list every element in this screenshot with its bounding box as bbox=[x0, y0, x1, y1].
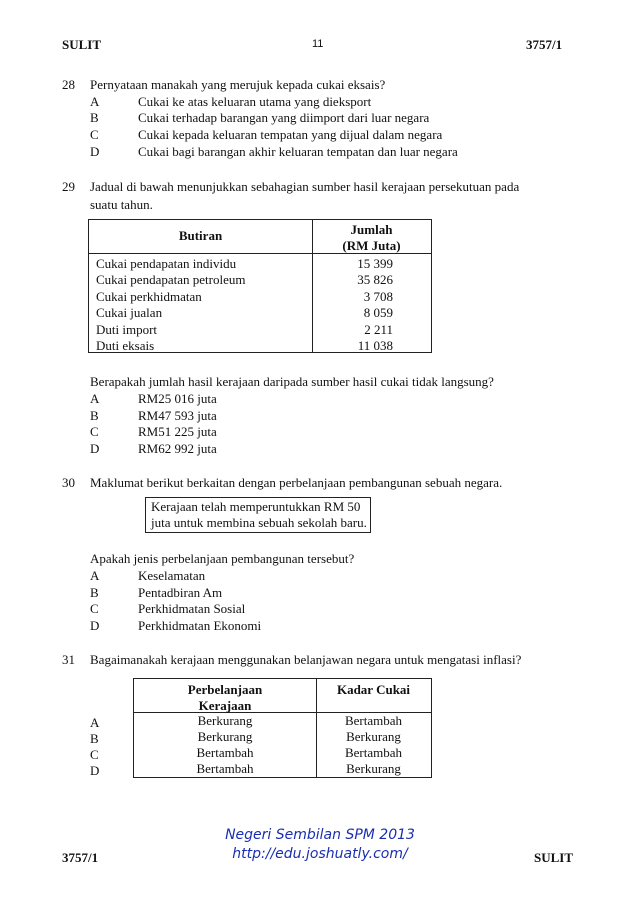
option-letter: B bbox=[90, 585, 99, 600]
option-letter: D bbox=[90, 441, 100, 456]
option-letter: C bbox=[90, 601, 99, 616]
table-row-item: Cukai jualan bbox=[96, 305, 163, 320]
question-stem-line1: Jadual di bawah menunjukkan sebahagian sumber hasil kerajaan persekutuan pada bbox=[90, 179, 520, 194]
option-letter: C bbox=[90, 747, 99, 762]
option-letter: A bbox=[90, 568, 100, 583]
source-note-link[interactable]: http://edu.joshuatly.com/ bbox=[232, 846, 408, 862]
option-letter: B bbox=[90, 110, 99, 125]
option-text: Keselamatan bbox=[138, 568, 206, 583]
table-header-jumlah: Jumlah bbox=[350, 222, 393, 237]
question-stem: Bagaimanakah kerajaan menggunakan belanjawan negara untuk mengatasi inflasi? bbox=[90, 652, 522, 667]
option-letter: B bbox=[90, 408, 99, 423]
table-cell-tax: Bertambah bbox=[344, 745, 403, 760]
table-header-tax: Kadar Cukai bbox=[336, 682, 411, 697]
table-row-item: Duti import bbox=[96, 322, 158, 337]
table-row-amount: 35 826 bbox=[357, 272, 393, 287]
info-box-line1: Kerajaan telah memperuntukkan RM 50 bbox=[151, 499, 361, 514]
option-text: Cukai ke atas keluaran utama yang dieksport bbox=[138, 94, 372, 109]
table-cell-tax: Bertambah bbox=[344, 713, 403, 728]
question-stem: Pernyataan manakah yang merujuk kepada cukai eksais? bbox=[90, 77, 386, 92]
source-note-line1: Negeri Sembilan SPM 2013 bbox=[225, 827, 415, 843]
table-header-spending-line2: Kerajaan bbox=[198, 698, 252, 713]
table-cell-spending: Berkurang bbox=[197, 713, 253, 728]
table-row-amount: 8 059 bbox=[363, 305, 393, 320]
table-header-unit: (RM Juta) bbox=[342, 238, 401, 253]
question-number: 29 bbox=[62, 179, 75, 194]
option-text: Cukai terhadap barangan yang diimport dari luar negara bbox=[138, 110, 430, 125]
option-letter: D bbox=[90, 144, 100, 159]
table-row-item: Duti eksais bbox=[96, 338, 155, 353]
question-prompt: Berapakah jumlah hasil kerajaan daripada sumber hasil cukai tidak langsung? bbox=[90, 374, 494, 389]
footer-right: SULIT bbox=[534, 850, 574, 865]
option-text: Pentadbiran Am bbox=[138, 585, 223, 600]
question-stem-line2: suatu tahun. bbox=[90, 197, 153, 212]
header-right: 3757/1 bbox=[526, 37, 563, 52]
table-cell-spending: Berkurang bbox=[197, 729, 253, 744]
table-row-item: Cukai pendapatan individu bbox=[96, 256, 237, 271]
option-text: Cukai bagi barangan akhir keluaran tempatan dan luar negara bbox=[138, 144, 458, 159]
table-row-item: Cukai perkhidmatan bbox=[96, 289, 202, 304]
table-row-amount: 2 211 bbox=[364, 322, 393, 337]
table-row-amount: 15 399 bbox=[357, 256, 393, 271]
option-letter: C bbox=[90, 127, 99, 142]
question-stem: Maklumat berikut berkaitan dengan perbelanjaan pembangunan sebuah negara. bbox=[90, 475, 503, 490]
option-letter: C bbox=[90, 424, 99, 439]
option-text: RM47 593 juta bbox=[138, 408, 217, 423]
page-number: 11 bbox=[312, 38, 324, 50]
header-left: SULIT bbox=[62, 37, 102, 52]
option-text: Perkhidmatan Sosial bbox=[138, 601, 246, 616]
option-letter: A bbox=[90, 715, 100, 730]
table-row-item: Cukai pendapatan petroleum bbox=[96, 272, 246, 287]
option-text: RM51 225 juta bbox=[138, 424, 217, 439]
option-text: Cukai kepada keluaran tempatan yang dijual dalam negara bbox=[138, 127, 443, 142]
option-letter: D bbox=[90, 763, 100, 778]
option-text: RM62 992 juta bbox=[138, 441, 217, 456]
option-text: RM25 016 juta bbox=[138, 391, 217, 406]
table-cell-tax: Berkurang bbox=[346, 729, 401, 744]
option-letter: B bbox=[90, 731, 99, 746]
table-row-amount: 3 708 bbox=[363, 289, 393, 304]
table-cell-tax: Berkurang bbox=[346, 761, 401, 776]
table-cell-spending: Bertambah bbox=[196, 761, 254, 776]
table-row-amount: 11 038 bbox=[357, 338, 393, 353]
question-number: 30 bbox=[62, 475, 75, 490]
option-letter: A bbox=[90, 391, 100, 406]
info-box-line2: juta untuk membina sebuah sekolah baru. bbox=[151, 515, 367, 530]
option-letter: D bbox=[90, 618, 100, 633]
table-header-rule bbox=[88, 253, 431, 254]
table-cell-spending: Bertambah bbox=[196, 745, 254, 760]
option-text: Perkhidmatan Ekonomi bbox=[138, 618, 262, 633]
table-header-spending: Perbelanjaan bbox=[187, 682, 263, 697]
option-letter: A bbox=[90, 94, 100, 109]
question-number: 28 bbox=[62, 77, 75, 92]
question-number: 31 bbox=[62, 652, 75, 667]
table-header-butiran: Butiran bbox=[178, 228, 223, 243]
footer-left: 3757/1 bbox=[62, 850, 99, 865]
question-prompt: Apakah jenis perbelanjaan pembangunan tersebut? bbox=[90, 551, 355, 566]
